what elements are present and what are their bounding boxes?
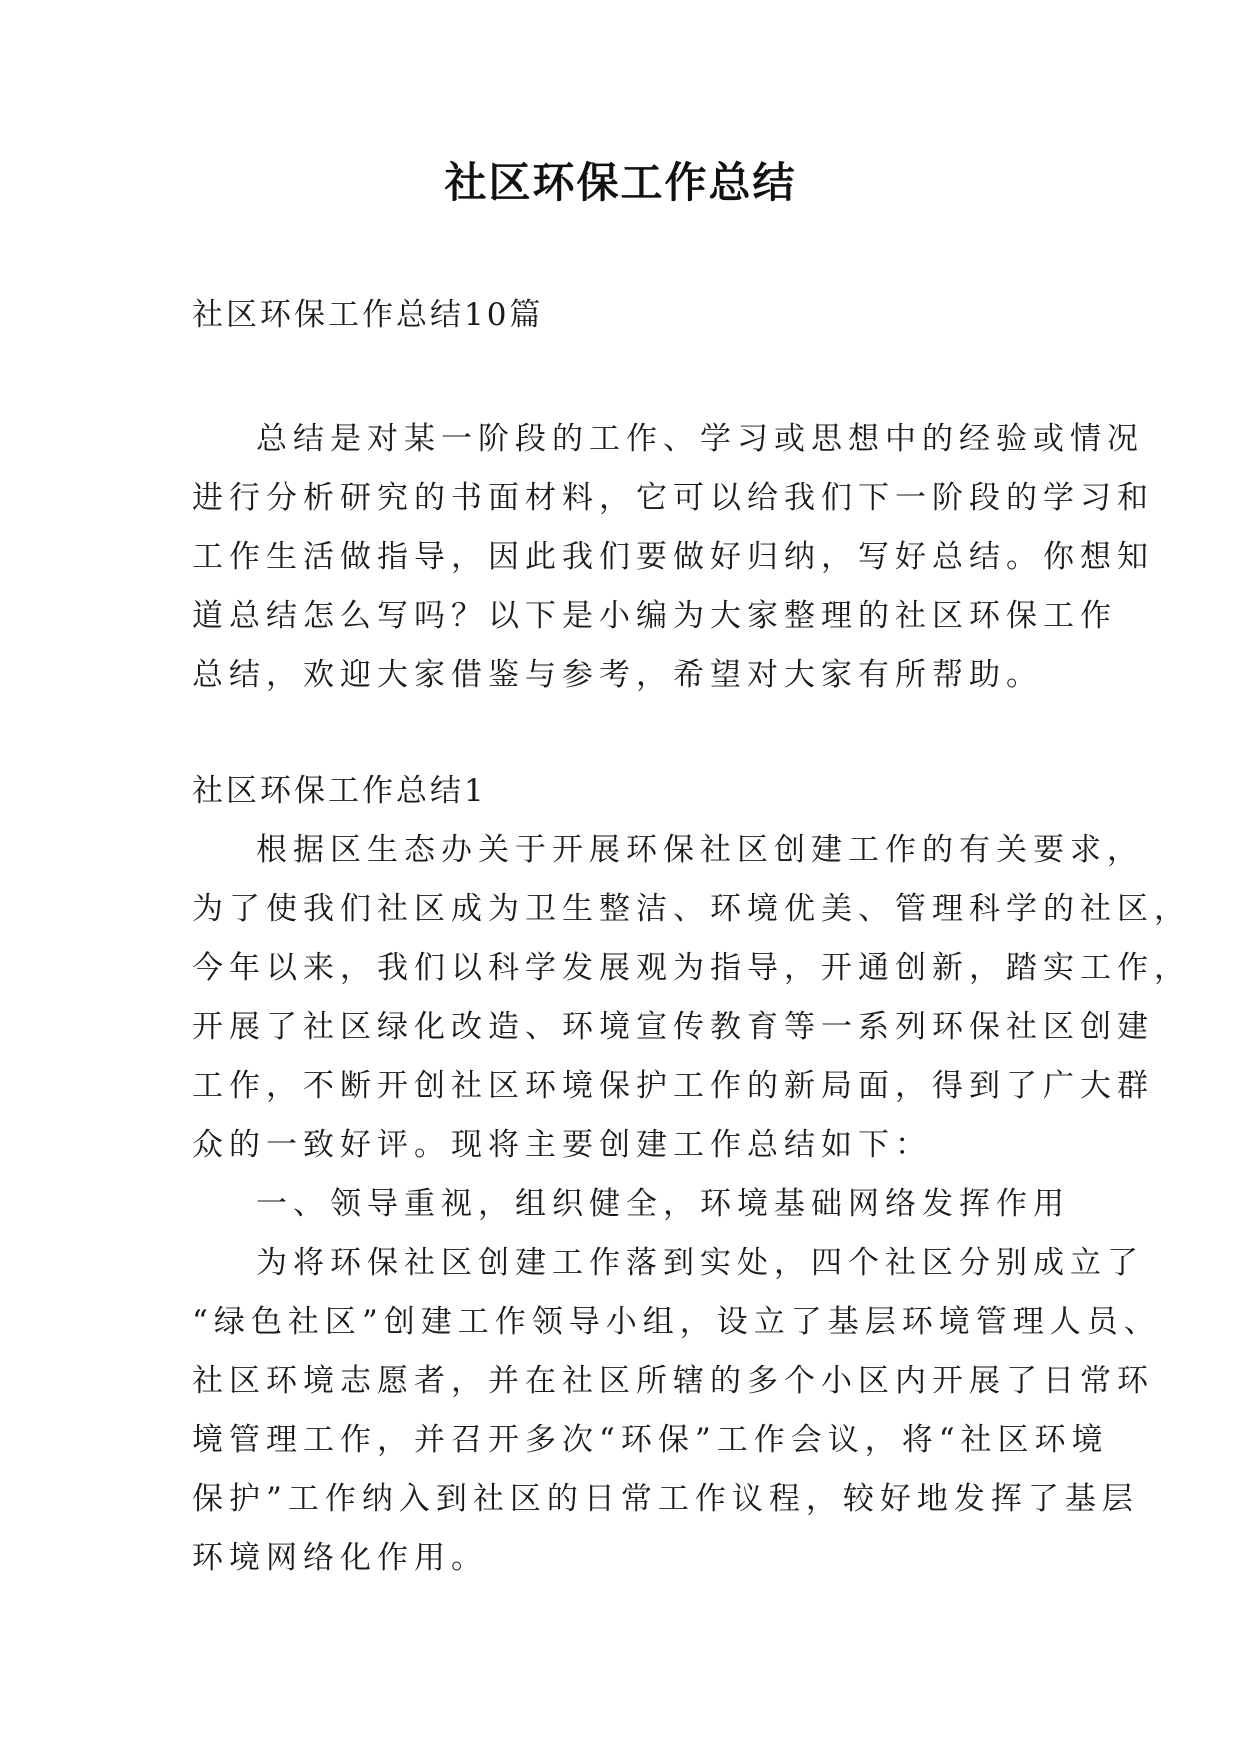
paragraph-line: 社区环境志愿者，并在社区所辖的多个小区内开展了日常环 [192,1363,1154,1399]
intro-paragraph [192,410,1154,705]
paragraph-line: 为将环保社区创建工作落到实处，四个社区分别成立了 [256,1245,1144,1281]
document-title: 社区环保工作总结 [444,158,797,207]
section-1 [192,762,1191,1588]
paragraph-line: 工作，不断开创社区环境保护工作的新局面，得到了广大群 [192,1068,1154,1104]
paragraph-line: “绿色社区”创建工作领导小组，设立了基层环境管理人员、 [192,1304,1161,1340]
section-subheading: 一、领导重视，组织健全，环境基础网络发挥作用 [256,1186,1070,1222]
intro-line: 进行分析研究的书面材料，它可以给我们下一阶段的学习和 [192,480,1154,516]
paragraph-line: 根据区生态办关于开展环保社区创建工作的有关要求， [256,832,1144,868]
intro-line: 总结是对某一阶段的工作、学习或思想中的经验或情况 [256,421,1144,457]
paragraph-line: 今年以来，我们以科学发展观为指导，开通创新，踏实工作， [192,950,1191,986]
intro-line: 总结，欢迎大家借鉴与参考，希望对大家有所帮助。 [192,657,1043,693]
paragraph-line: 环境网络化作用。 [192,1540,488,1576]
paragraph-line: 保护”工作纳入到社区的日常工作议程，较好地发挥了基层 [192,1481,1139,1517]
paragraph-line: 开展了社区绿化改造、环境宣传教育等一系列环保社区创建 [192,1009,1154,1045]
paragraph-line: 众的一致好评。现将主要创建工作总结如下： [192,1127,932,1163]
paragraph-line: 为了使我们社区成为卫生整洁、环境优美、管理科学的社区， [192,891,1191,927]
section-paragraph-2 [192,1234,1161,1588]
section-paragraph-1 [192,821,1191,1175]
intro-line: 道总结怎么写吗？以下是小编为大家整理的社区环保工作 [192,598,1117,634]
section-heading: 社区环保工作总结1 [192,773,487,809]
intro-line: 工作生活做指导，因此我们要做好归纳，写好总结。你想知 [192,539,1154,575]
paragraph-line: 境管理工作，并召开多次“环保”工作会议，将“社区环境 [192,1422,1109,1458]
document-subtitle: 社区环保工作总结10篇 [192,297,544,333]
